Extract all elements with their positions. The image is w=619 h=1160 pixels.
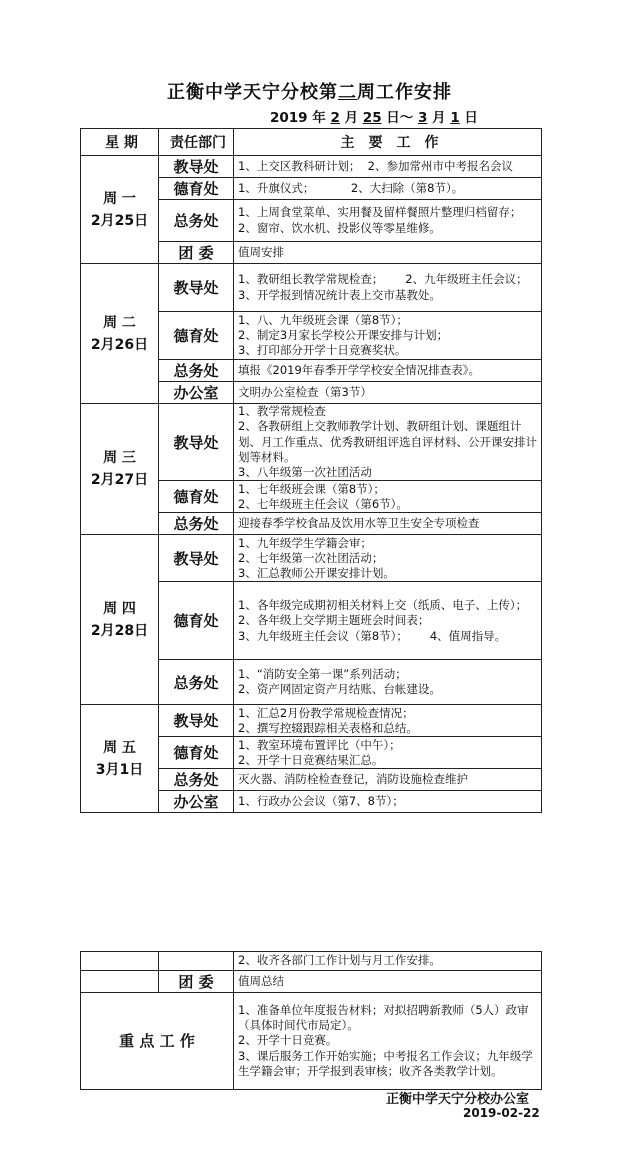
- page-title: 正衡中学天宁分校第二周工作安排: [167, 82, 452, 103]
- work-cell: [234, 382, 542, 404]
- work-line: 2、开学十日竞赛结果汇总。: [238, 752, 384, 767]
- work-cell: [234, 705, 542, 737]
- dept-cell: 总务处: [159, 513, 234, 535]
- work-line: 3、八年级第一次社团活动: [238, 465, 372, 480]
- work-line: 文明办公室检查（第3节）: [238, 384, 372, 399]
- work-line: 1、“消防安全第一课”系列活动；: [238, 667, 407, 682]
- header-day: 星 期: [81, 129, 159, 156]
- dept-cell: 教导处: [159, 535, 234, 582]
- work-cell: [234, 513, 542, 535]
- work-cell: [234, 404, 542, 481]
- dept-cell: 德育处: [159, 481, 234, 513]
- dept-cell: 德育处: [159, 737, 234, 769]
- work-cell: [234, 200, 542, 242]
- work-line: 2、制定3月家长学校公开课安排与计划；: [238, 327, 449, 342]
- work-line: 1、汇总2月份教学常规检查情况；: [238, 705, 414, 720]
- work-cell: [234, 660, 542, 705]
- header-work: 主 要 工 作: [234, 129, 542, 156]
- dept-cell: 总务处: [159, 660, 234, 705]
- work-line: 1、上交区教科研计划； 2、参加常州市中考报名会议: [238, 158, 513, 173]
- work-cell: [234, 178, 542, 200]
- work-cell: [234, 769, 542, 791]
- dept-cell: 办公室: [159, 791, 234, 813]
- footer-date: 2019-02-22: [463, 1106, 540, 1120]
- work-line: 1、教研组长教学常规检查； 2、九年级班主任会议；: [238, 272, 528, 287]
- continuation-table: [80, 951, 542, 1090]
- work-line: 2、窗帘、饮水机、投影仪等零星维修。: [238, 220, 441, 235]
- work-cell: 2、收齐各部门工作计划与月工作安排。: [234, 952, 542, 971]
- work-line: 3、开学报到情况统计表上交市基教处。: [238, 287, 441, 302]
- dept-cell: 总务处: [159, 769, 234, 791]
- table-header-row: [81, 129, 542, 156]
- work-line: 2、七年级第一次社团活动；: [238, 550, 384, 565]
- work-line: 1、教学常规检查: [238, 404, 326, 418]
- day-name: 周 五: [103, 739, 136, 756]
- work-line: 值周安排: [238, 244, 284, 259]
- dept-cell: 德育处: [159, 312, 234, 360]
- footer-org: 正衡中学天宁分校办公室: [386, 1092, 530, 1107]
- work-line: 2、撰写控辍跟踪相关表格和总结。: [238, 720, 418, 735]
- work-line: 1、八、九年级班会课（第8节）；: [238, 312, 408, 327]
- work-line: 2、各教研组上交教师教学计划、教研组计划、课题组计划、月工作重点、优秀教研组评选自评材料、公开课安排计划等材料。: [238, 419, 537, 464]
- day-date: 2月25日: [90, 212, 149, 229]
- day-cell: [81, 264, 159, 404]
- dept-cell: 团 委: [159, 971, 234, 993]
- work-line: 1、教室环境布置评比（中午）；: [238, 737, 401, 752]
- dept-cell: 教导处: [159, 404, 234, 481]
- day-date: 2月26日: [90, 336, 149, 353]
- work-line: 1、七年级班会课（第8节）；: [238, 481, 385, 496]
- work-line: 填报《2019年春季开学学校安全情况排查表》。: [238, 362, 481, 377]
- day-cell: [81, 705, 159, 813]
- key-work-content: [234, 993, 542, 1090]
- day-date: 2月28日: [90, 622, 149, 639]
- work-line: 2、资产网固定资产月结账、台帐建设。: [238, 682, 441, 697]
- dept-cell: 德育处: [159, 178, 234, 200]
- work-line: 2、七年级班主任会议（第6节）。: [238, 496, 408, 511]
- work-line: 1、行政办公会议（第7、8节）；: [238, 794, 404, 809]
- key-work-row: [81, 993, 542, 1090]
- work-line: 灭火器、消防栓检查登记，消防设施检查维护: [238, 772, 468, 787]
- week-number: 二: [338, 82, 357, 103]
- work-line: 1、九年级学生学籍会审；: [238, 535, 372, 550]
- table-row: [81, 971, 542, 993]
- table-row: [81, 705, 542, 737]
- day-cell: [81, 535, 159, 705]
- day-date: 2月27日: [90, 472, 149, 489]
- work-cell: [234, 264, 542, 312]
- work-line: 3、打印部分开学十日竞赛奖状。: [238, 343, 407, 358]
- day-name: 周 一: [103, 190, 136, 207]
- key-work-label: 重 点 工 作: [81, 993, 234, 1090]
- dept-cell: 教导处: [159, 705, 234, 737]
- dept-cell: 办公室: [159, 382, 234, 404]
- table-row: [81, 952, 542, 971]
- header-dept: 责任部门: [159, 129, 234, 156]
- date-range: 2019 年 2 月 25 日～ 3 月 1 日: [270, 110, 478, 126]
- work-cell: [234, 360, 542, 382]
- dept-cell: 团 委: [159, 242, 234, 264]
- work-cell: [234, 791, 542, 813]
- day-date: 3月1日: [95, 761, 144, 778]
- work-cell: [234, 156, 542, 178]
- day-name: 周 四: [103, 600, 136, 617]
- key-work-line: 2、开学十日竞赛。: [238, 1033, 338, 1048]
- day-cell: [81, 404, 159, 535]
- table-row: [81, 535, 542, 582]
- table-row: [81, 156, 542, 178]
- table-row: [81, 264, 542, 312]
- day-cell: [81, 156, 159, 264]
- work-cell: 值周总结: [234, 971, 542, 993]
- dept-cell: 教导处: [159, 264, 234, 312]
- work-cell: [234, 737, 542, 769]
- work-line: 迎接春季学校食品及饮用水等卫生安全专项检查: [238, 516, 480, 531]
- work-cell: [234, 582, 542, 660]
- work-line: 1、各年级完成期初相关材料上交（纸质、电子、上传）；: [238, 598, 528, 613]
- key-work-line: 3、课后服务工作开始实施；中考报名工作会议；九年级学生学籍会审；开学报到表审核；收齐各类教学计划。: [238, 1048, 533, 1078]
- work-cell: [234, 481, 542, 513]
- key-work-line: 1、准备单位年度报告材料；对拟招聘新教师（5人）政审（具体时间代市局定）。: [238, 1002, 529, 1033]
- dept-cell: 教导处: [159, 156, 234, 178]
- dept-cell: 总务处: [159, 360, 234, 382]
- work-cell: [234, 242, 542, 264]
- work-line: 1、升旗仪式； 2、大扫除（第8节）。: [238, 180, 464, 195]
- work-line: 2、各年级上交学期主题班会时间表；: [238, 613, 430, 628]
- work-line: 1、上周食堂菜单、实用餐及留样餐照片整理归档留存；: [238, 205, 522, 220]
- work-line: 3、九年级班主任会议（第8节）； 4、值周指导。: [238, 628, 507, 643]
- day-name: 周 二: [103, 314, 136, 331]
- dept-cell: 德育处: [159, 582, 234, 660]
- day-name: 周 三: [103, 450, 136, 467]
- work-cell: [234, 535, 542, 582]
- schedule-table: [80, 128, 542, 813]
- dept-cell: 总务处: [159, 200, 234, 242]
- work-cell: [234, 312, 542, 360]
- work-line: 3、汇总教师公开课安排计划。: [238, 566, 395, 581]
- table-row: [81, 404, 542, 481]
